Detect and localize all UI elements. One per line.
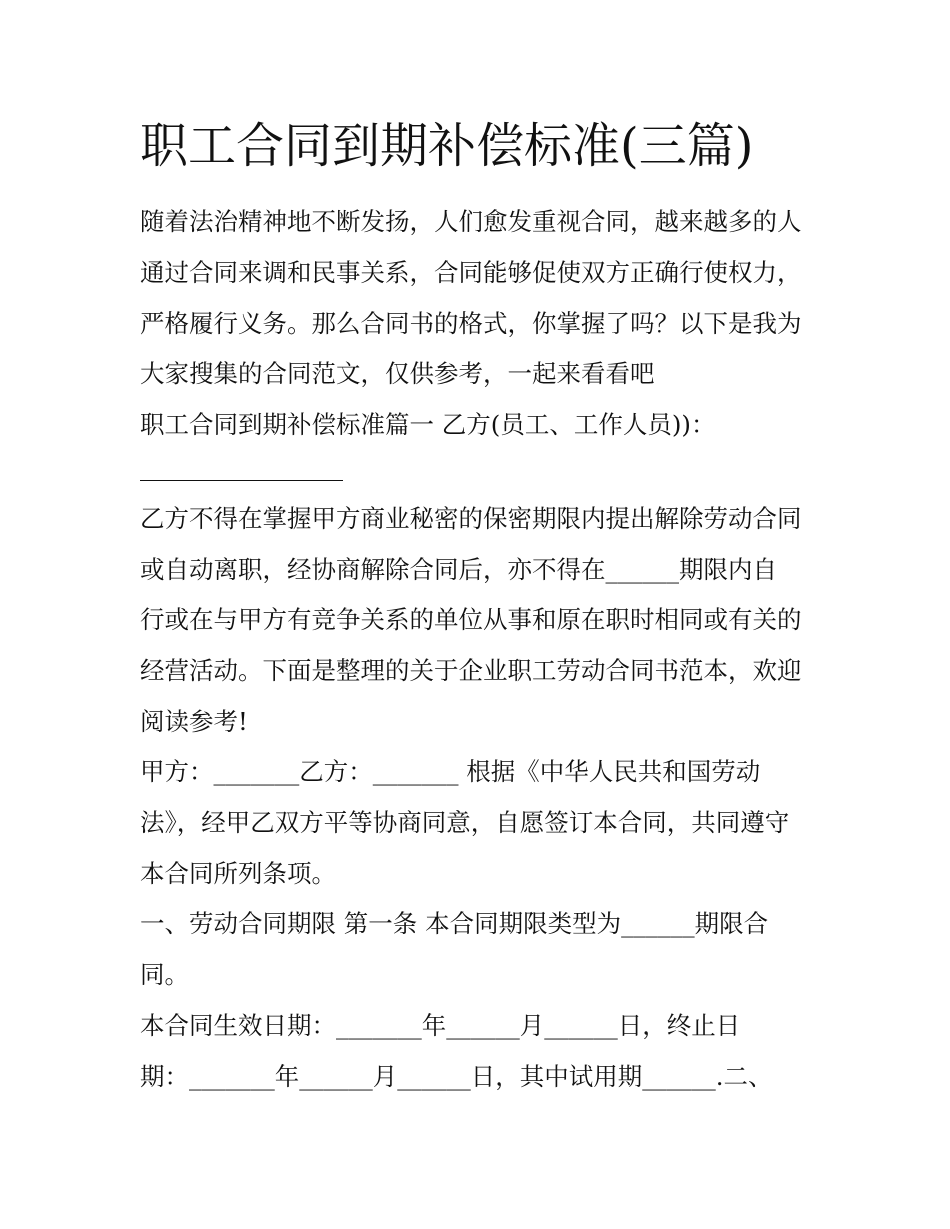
paragraph-line: 通过合同来调和民事关系，合同能够促使双方正确行使权力， bbox=[140, 258, 802, 287]
signature-blank-line bbox=[140, 480, 343, 481]
paragraph-line: 本合同所列条项。 bbox=[140, 859, 336, 888]
paragraph-line: 随着法治精神地不断发扬，人们愈发重视合同，越来越多的人 bbox=[140, 207, 802, 236]
paragraph-line: 行或在与甲方有竞争关系的单位从事和原在职时相同或有关的 bbox=[140, 605, 802, 634]
paragraph-line: 一、劳动合同期限 第一条 本合同期限类型为______期限合 bbox=[140, 909, 769, 938]
paragraph-line: 阅读参考! bbox=[140, 707, 248, 736]
paragraph-line: 同。 bbox=[140, 960, 189, 989]
paragraph-line: 经营活动。下面是整理的关于企业职工劳动合同书范本，欢迎 bbox=[140, 656, 802, 685]
paragraph-line: 法》，经甲乙双方平等协商同意，自愿签订本合同，共同遵守 bbox=[140, 808, 790, 837]
paragraph-line: 乙方不得在掌握甲方商业秘密的保密期限内提出解除劳动合同 bbox=[140, 504, 802, 533]
paragraph-line: 严格履行义务。那么合同书的格式，你掌握了吗？以下是我为 bbox=[140, 309, 802, 338]
paragraph-line: 职工合同到期补偿标准篇一 乙方(员工、工作人员))： bbox=[140, 410, 716, 439]
paragraph-line: 甲方：_______乙方：_______ 根据《中华人民共和国劳动 bbox=[140, 757, 761, 786]
paragraph-line: 期：_______年______月______日，其中试用期______.二、 bbox=[140, 1062, 773, 1091]
paragraph-line: 或自动离职，经协商解除合同后，亦不得在______期限内自 bbox=[140, 555, 777, 584]
paragraph-line: 大家搜集的合同范文，仅供参考，一起来看看吧 bbox=[140, 359, 655, 388]
paragraph-line: 本合同生效日期：_______年______月______日，终止日 bbox=[140, 1011, 741, 1040]
document-title: 职工合同到期补偿标准(三篇) bbox=[140, 118, 754, 174]
